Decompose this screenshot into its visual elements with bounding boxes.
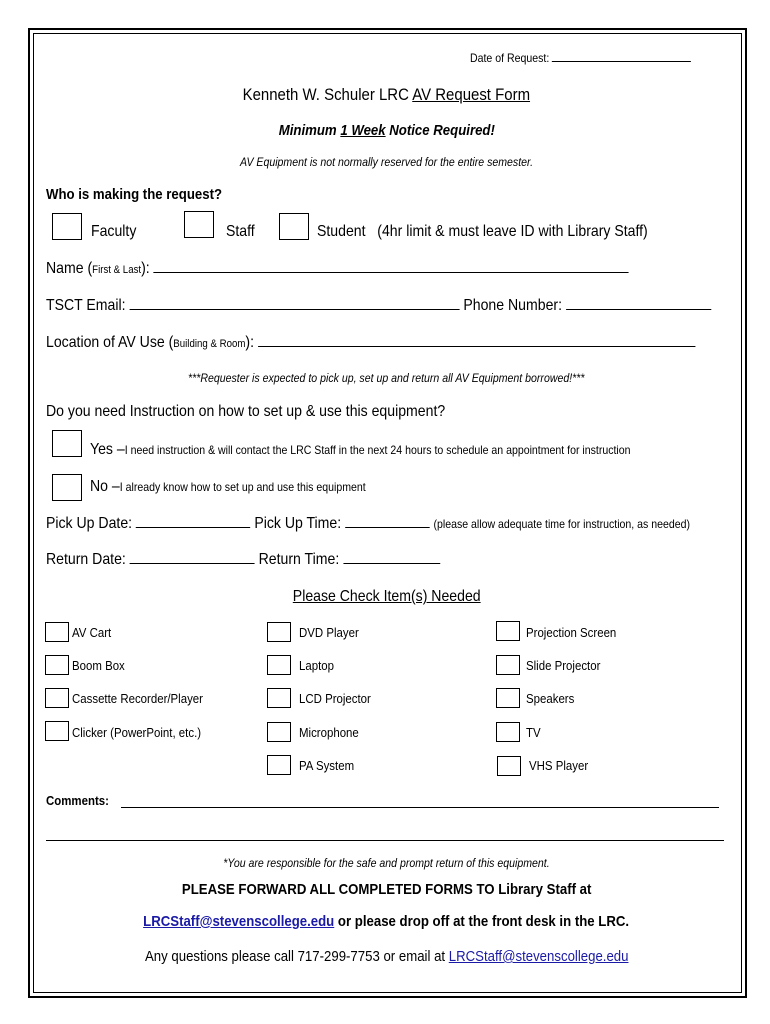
location-sublabel: Building & Room [173,338,246,350]
name-field [46,260,708,278]
phone-label: Phone Number: [463,297,562,314]
notice-pre: Minimum [278,122,341,139]
comments-input-line[interactable] [121,807,719,808]
date-input-line[interactable] [552,49,691,62]
email-input-line[interactable] [129,297,459,310]
comments-input-line-2[interactable] [46,840,724,841]
date-label: Date of Request: [470,51,550,65]
staff-checkbox[interactable] [184,211,214,238]
staff-label: Staff [226,223,255,240]
return-date-input-line[interactable] [130,551,255,564]
pickup-time-note: (please allow adequate time for instruction, as needed) [433,517,691,531]
items-heading: Please Check Item(s) Needed [292,588,481,605]
item-tv-checkbox[interactable] [496,722,520,742]
item-cassette-checkbox[interactable] [45,688,69,708]
pickup-date-input-line[interactable] [136,515,250,528]
date-of-request [470,49,721,65]
item-microphone-checkbox[interactable] [267,722,291,742]
return-date-label: Return Date: [46,551,126,568]
student-note: (4hr limit & must leave ID with Library Staff) [377,223,648,240]
notice-post: Notice Required! [385,122,495,139]
phone-input-line[interactable] [566,297,711,310]
email-dropoff-line [33,913,740,930]
item-pa-system-checkbox[interactable] [267,755,291,775]
dropoff-text: or please drop off at the front desk in the LRC. [334,913,630,930]
title-prefix: Kenneth W. Schuler LRC [242,85,413,104]
semester-note: AV Equipment is not normally reserved for the entire semester. [239,155,534,169]
item-boom-box-label: Boom Box [72,658,125,673]
item-speakers-label: Speakers [526,691,575,706]
no-label: No – [90,478,120,495]
name-label-end: ): [141,260,150,277]
return-time-input-line[interactable] [343,551,440,564]
item-clicker-checkbox[interactable] [45,721,69,741]
pickup-date-label: Pick Up Date: [46,515,133,532]
item-dvd-player-checkbox[interactable] [267,622,291,642]
email-field [46,297,770,315]
instruction-yes-checkbox[interactable] [52,430,82,457]
item-vhs-player-checkbox[interactable] [497,756,521,776]
no-detail: I already know how to set up and use this equipment [119,480,366,494]
name-label: Name ( [46,260,93,277]
name-input-line[interactable] [154,260,629,273]
instruction-question: Do you need Instruction on how to set up & use this equipment? [46,403,446,420]
notice-required [33,122,740,139]
item-pa-system-label: PA System [299,758,355,773]
title-underlined: AV Request Form [412,85,531,104]
item-clicker-label: Clicker (PowerPoint, etc.) [72,725,202,740]
pickup-row [46,515,770,533]
item-av-cart-label: AV Cart [72,625,112,640]
item-av-cart-checkbox[interactable] [45,622,69,642]
pickup-time-input-line[interactable] [345,515,429,528]
item-microphone-label: Microphone [299,725,359,740]
responsibility-note: *You are responsible for the safe and prompt return of this equipment. [223,856,550,870]
form-inner-border [33,33,742,993]
requester-question: Who is making the request? [46,186,223,203]
faculty-label: Faculty [91,223,137,240]
yes-label: Yes – [90,441,125,458]
instruction-no-label [90,478,403,496]
pickup-note: ***Requester is expected to pick up, set up and return all AV Equipment borrowed!*** [188,371,585,385]
item-dvd-player-label: DVD Player [299,625,359,640]
item-laptop-checkbox[interactable] [267,655,291,675]
questions-text: Any questions please call 717-299-7753 or email at [144,948,449,965]
item-lcd-projector-checkbox[interactable] [267,688,291,708]
return-row [46,551,494,569]
yes-detail: I need instruction & will contact the LRC Staff in the next 24 hours to schedule an appointment for instruction [124,443,631,457]
questions-email-link[interactable]: LRCStaff@stevenscollege.edu [448,948,629,965]
item-vhs-player-label: VHS Player [529,758,589,773]
student-label [317,223,693,241]
item-boom-box-checkbox[interactable] [45,655,69,675]
pickup-time-label: Pick Up Time: [254,515,342,532]
instruction-no-checkbox[interactable] [52,474,82,501]
page-title [33,85,740,105]
location-label-end: ): [245,334,255,351]
return-time-label: Return Time: [258,551,340,568]
questions-line [33,948,740,965]
name-sublabel: First & Last [92,264,142,276]
lrc-email-link[interactable]: LRCStaff@stevenscollege.edu [143,913,335,930]
instruction-yes-label [90,441,704,459]
item-slide-projector-checkbox[interactable] [496,655,520,675]
location-input-line[interactable] [258,334,695,347]
student-option: Student [317,223,366,240]
student-checkbox[interactable] [279,213,309,240]
item-lcd-projector-label: LCD Projector [299,691,371,706]
item-speakers-checkbox[interactable] [496,688,520,708]
item-projection-screen-label: Projection Screen [526,625,617,640]
item-cassette-label: Cassette Recorder/Player [72,691,203,706]
location-field [46,334,770,352]
item-laptop-label: Laptop [299,658,334,673]
item-projection-screen-checkbox[interactable] [496,621,520,641]
location-label: Location of AV Use ( [46,334,174,351]
email-label: TSCT Email: [46,297,126,314]
comments-label: Comments: [46,793,109,808]
faculty-checkbox[interactable] [52,213,82,240]
forward-instructions: PLEASE FORWARD ALL COMPLETED FORMS TO Library Staff at [181,881,592,898]
item-slide-projector-label: Slide Projector [526,658,601,673]
notice-underlined: 1 Week [340,122,386,139]
item-tv-label: TV [526,725,541,740]
